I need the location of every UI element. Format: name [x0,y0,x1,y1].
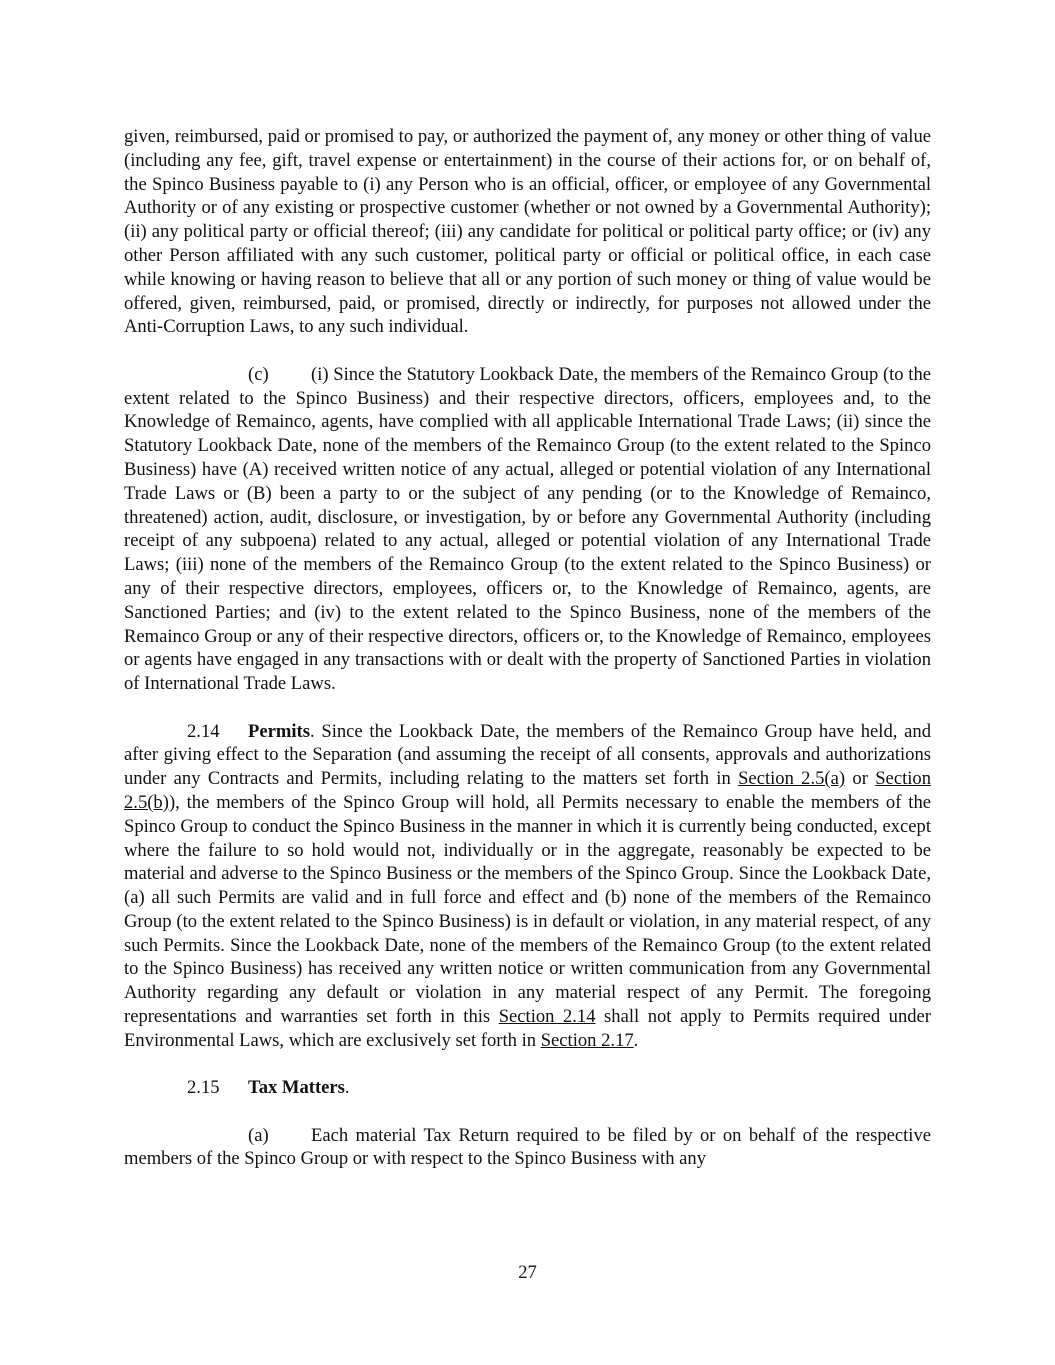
section-reference-link[interactable]: Section 2.5(b) [124,768,931,813]
section-2-15-tax-matters [124,1076,931,1100]
section-reference-link[interactable]: Section 2.5(a) [738,768,846,790]
section-number: 2.15 [187,1077,220,1099]
paragraph-text: . Since the Lookback Date, the members of the Remainco Group have held, and after giving effect to the Separation (and assuming the receipt of all consents, approvals and authorizations under any Contracts and Permits, including relating to the matters set forth in [124,720,931,790]
section-2-14-permits [124,720,931,1053]
paragraph-text: or [845,768,876,790]
section-heading: Permits [248,720,310,742]
paragraph-text: (i) Since the Statutory Lookback Date, the members of the Remainco Group (to the extent related to the Spinco Business) and their respective directors, officers, employees and, to the Knowledge of Remainco, agents, have complied with all applicable International Trade Laws; (ii) since the Statutory Lookback Date, none of the members of the Remainco Group (to the extent related to the Spinco Business) have (A) received written notice of any actual, alleged or potential violation of any International Trade Laws or (B) been a party to or the subject of any pending (or to the Knowledge of Remainco, threatened) action, audit, disclosure, or investigation, by or before any Governmental Authority (including receipt of any subpoena) related to any actual, alleged or potential violation of any International Trade Laws; (iii) none of the members of the Remainco Group (to the extent related to the Spinco Business) or any of their respective directors, employees, officers or, to the Knowledge of Remainco, agents, are Sanctioned Parties; and (iv) to the extent related to the Spinco Business, none of the members of the Remainco Group or any of their respective directors, officers or, to the Knowledge of Remainco, employees or agents have engaged in any transactions with or dealt with the property of Sanctioned Parties in violation of International Trade Laws. [124,363,931,695]
paragraph-text: shall not apply to Permits required under Environmental Laws, which are exclusively set forth in [124,1006,931,1051]
paragraph-2-13-c [124,363,931,696]
page-number: 27 [518,1262,537,1283]
subsection-label: (c) [248,363,269,385]
subsection-label: (a) [248,1124,269,1146]
heading-period: . [344,1077,350,1099]
paragraph-anti-corruption-continuation [124,125,931,339]
paragraph-text: ), the members of the Spinco Group will hold, all Permits necessary to enable the members of the Spinco Group to conduct the Spinco Business in the manner in which it is currently being conducted, except where the failure to so hold would not, individually or in the aggregate, reasonably be expected to be material and adverse to the Spinco Business or the members of the Spinco Group. Since the Lookback Date, (a) all such Permits are valid and in full force and effect and (b) none of the members of the Remainco Group (to the extent related to the Spinco Business) is in default or violation, in any material respect, of any such Permits. Since the Lookback Date, none of the members of the Remainco Group (to the extent related to the Spinco Business) has received any written notice or written communication from any Governmental Authority regarding any default or violation in any material respect of any Permit. The foregoing representations and warranties set forth in this [124,791,931,1028]
paragraph-text: given, reimbursed, paid or promised to pay, or authorized the payment of, any money or other thing of value (including any fee, gift, travel expense or entertainment) in the course of their actions for, or on behalf of, the Spinco Business payable to (i) any Person who is an official, officer, or employee of any Governmental Authority or of any existing or prospective customer (whether or not owned by a Governmental Authority); (ii) any political party or official thereof; (iii) any candidate for political or political party office; or (iv) any other Person affiliated with any such customer, political party or official or political office, in each case while knowing or having reason to believe that all or any portion of such money or thing of value would be offered, given, reimbursed, paid, or promised, directly or indirectly, for purposes not allowed under the Anti-Corruption Laws, to any such individual. [124,126,931,338]
paragraph-text: . [633,1029,639,1051]
section-number: 2.14 [187,720,220,742]
section-reference-link[interactable]: Section 2.14 [498,1006,596,1028]
document-page [124,125,931,1171]
section-reference-link[interactable]: Section 2.17 [540,1029,634,1051]
paragraph-text: Each material Tax Return required to be filed by or on behalf of the respective members of the Spinco Group or with respect to the Spinco Business with any [124,1124,931,1170]
paragraph-2-15-a [124,1124,931,1172]
section-heading: Tax Matters [248,1077,345,1099]
